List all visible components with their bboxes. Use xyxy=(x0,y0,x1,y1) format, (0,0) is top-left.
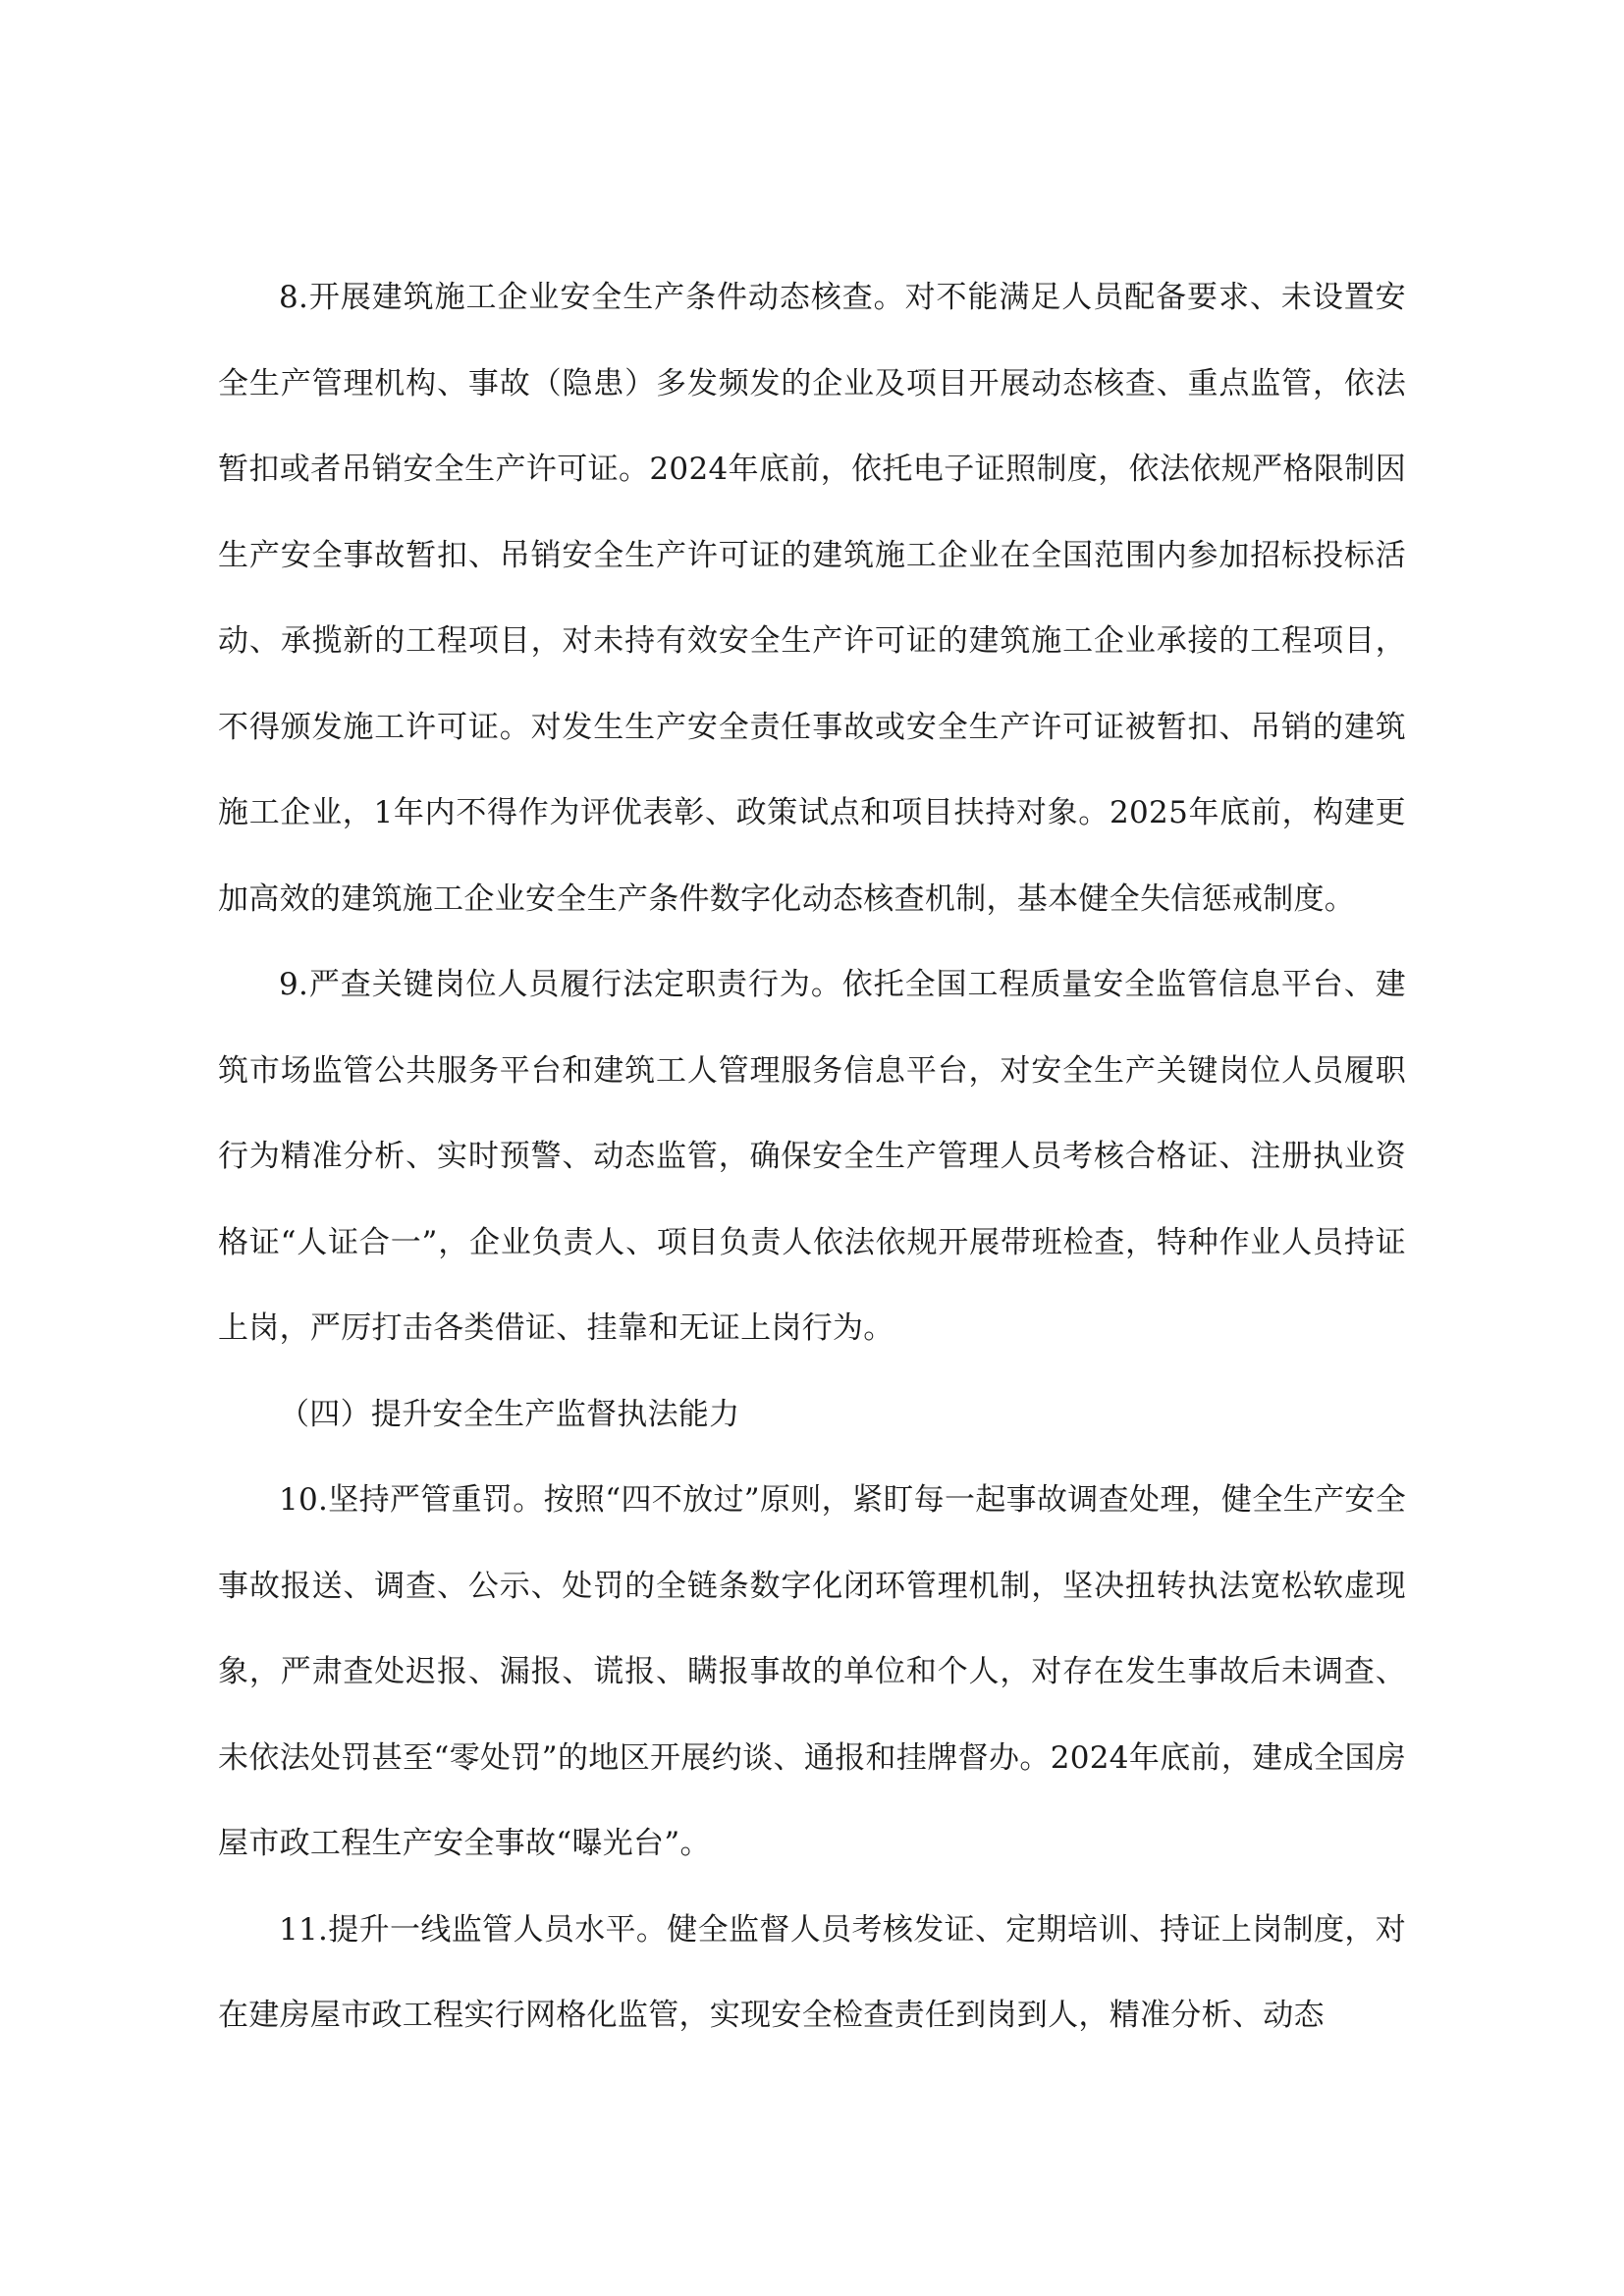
paragraph-item-8: 8.开展建筑施工企业安全生产条件动态核查。对不能满足人员配备要求、未设置安全生产管理机构、事故（隐患）多发频发的企业及项目开展动态核查、重点监管，依法暂扣或者吊销安全生产许可证。2024年底前，依托电子证照制度，依法依规严格限制因生产安全事故暂扣、吊销安全生产许可证的建筑施工企业在全国范围内参加招标投标活动、承揽新的工程项目，对未持有效安全生产许可证的建筑施工企业承接的工程项目，不得颁发施工许可证。对发生生产安全责任事故或安全生产许可证被暂扣、吊销的建筑施工企业，1年内不得作为评优表彰、政策试点和项目扶持对象。2025年底前，构建更加高效的建筑施工企业安全生产条件数字化动态核查机制，基本健全失信惩戒制度。 xyxy=(218,280,1406,917)
paragraph-item-9: 9.严查关键岗位人员履行法定职责行为。依托全国工程质量安全监管信息平台、建筑市场监管公共服务平台和建筑工人管理服务信息平台，对安全生产关键岗位人员履职行为精准分析、实时预警、动态监管，确保安全生产管理人员考核合格证、注册执业资格证“人证合一”，企业负责人、项目负责人依法依规开展带班检查，特种作业人员持证上岗，严厉打击各类借证、挂靠和无证上岗行为。 xyxy=(218,967,1406,1346)
paragraph-item-10: 10.坚持严管重罚。按照“四不放过”原则，紧盯每一起事故调查处理，健全生产安全事故报送、调查、公示、处罚的全链条数字化闭环管理机制，坚决扭转执法宽松软虚现象，严肃查处迟报、漏报、谎报、瞒报事故的单位和个人，对存在发生事故后未调查、未依法处罚甚至“零处罚”的地区开展约谈、通报和挂牌督办。2024年底前，建成全国房屋市政工程生产安全事故“曝光台”。 xyxy=(218,1482,1406,1861)
paragraph-item-11: 11.提升一线监管人员水平。健全监督人员考核发证、定期培训、持证上岗制度，对在建房屋市政工程实行网格化监管，实现安全检查责任到岗到人，精准分析、动态 xyxy=(218,1911,1406,2033)
section-heading-4: （四）提升安全生产监督执法能力 xyxy=(279,1396,740,1432)
document-body xyxy=(218,255,1406,2059)
